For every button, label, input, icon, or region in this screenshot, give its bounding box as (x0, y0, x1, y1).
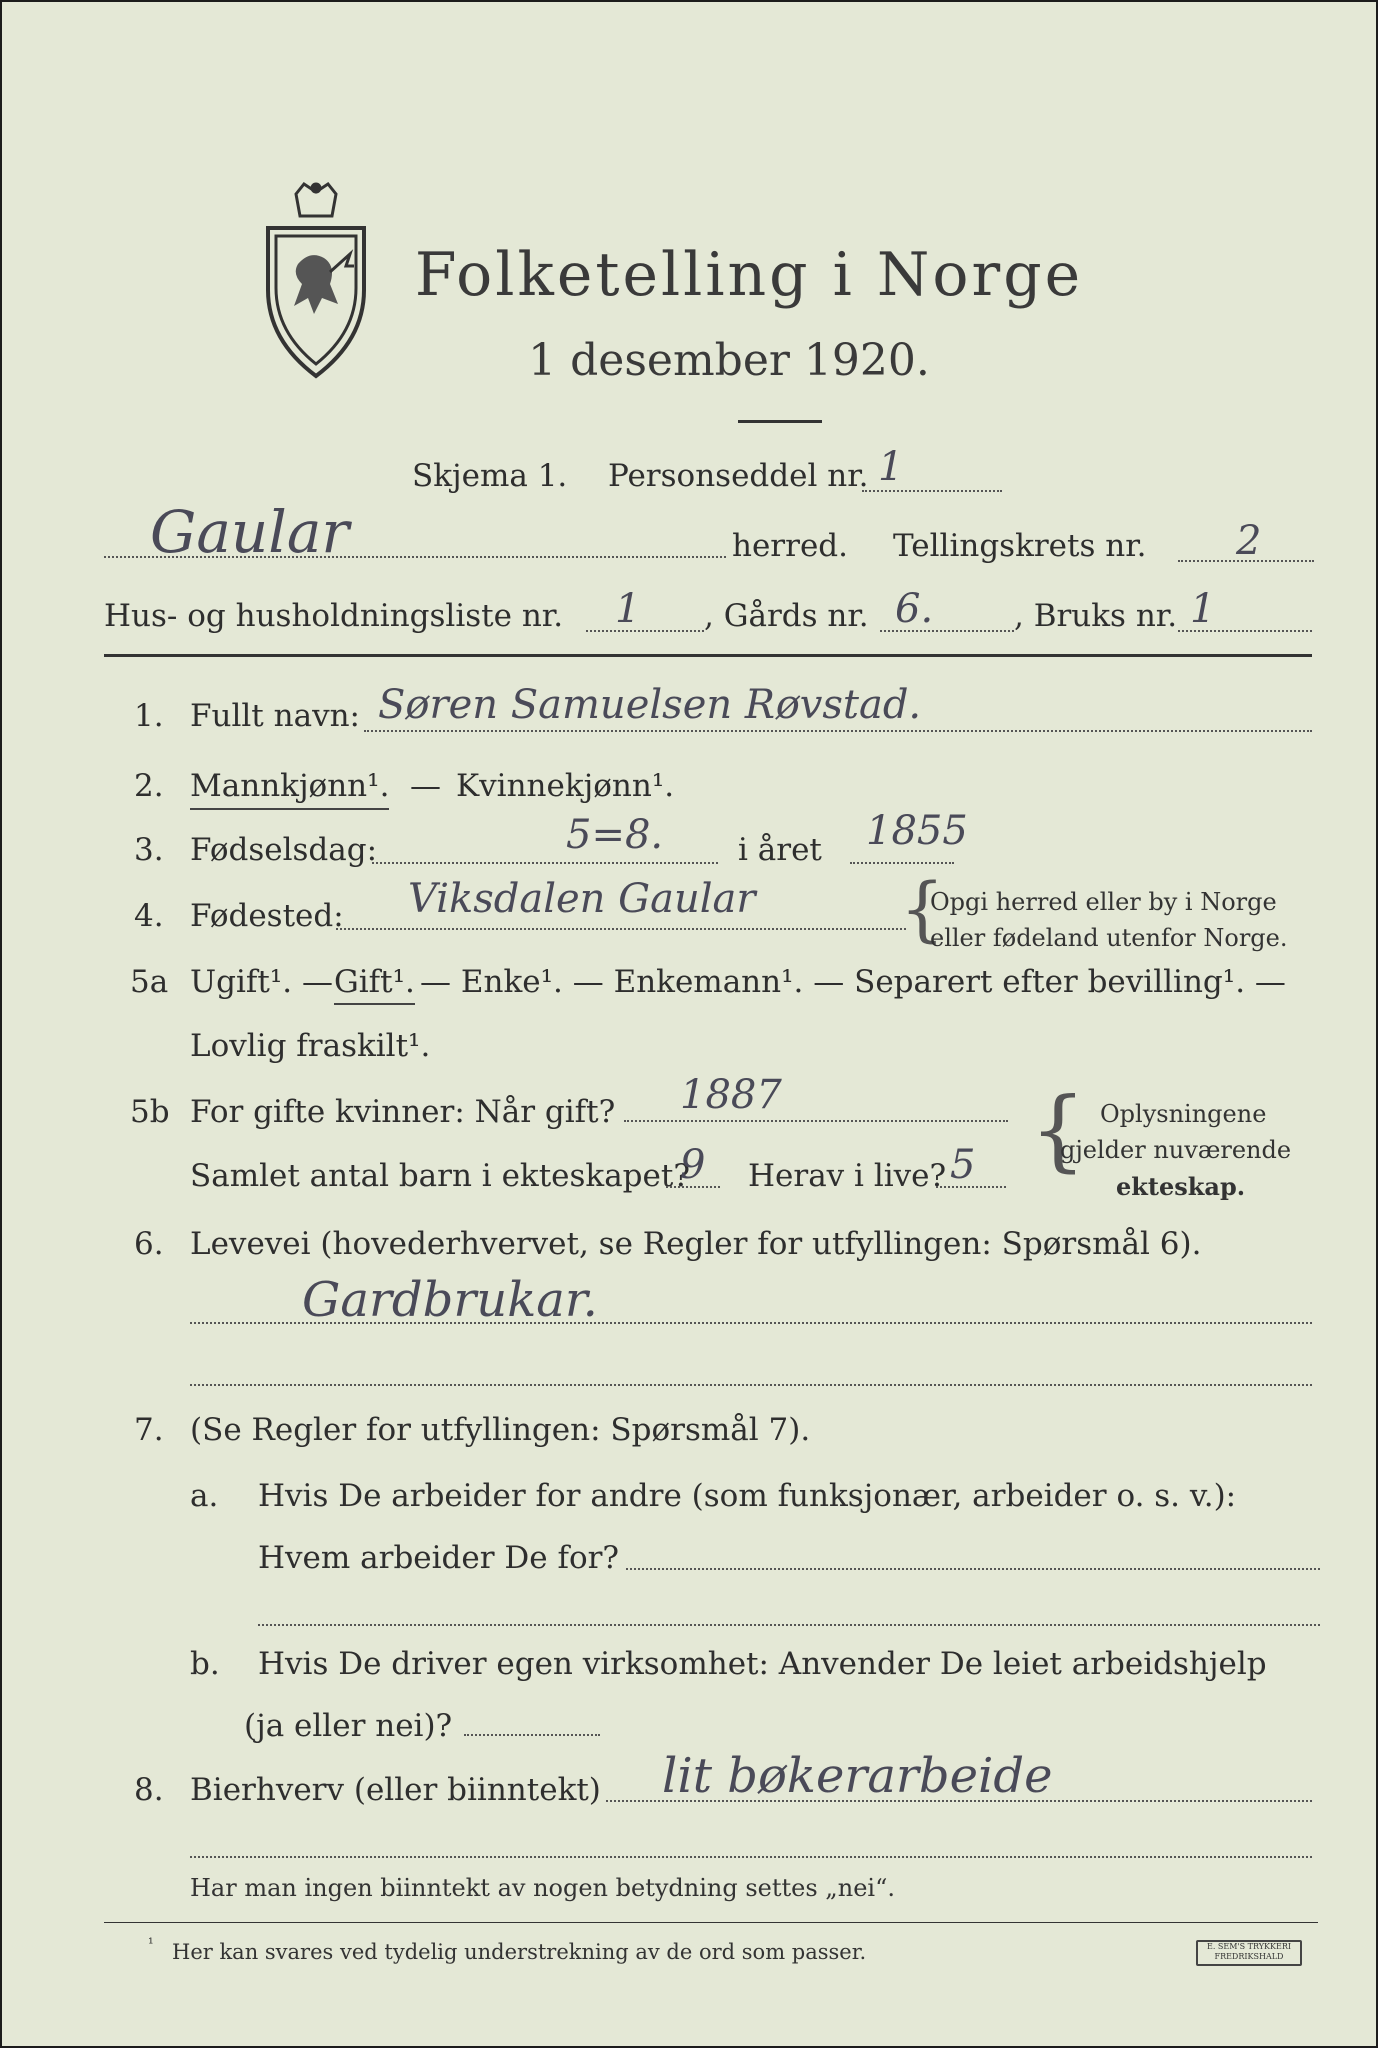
q4-brace: { (900, 868, 945, 950)
q5b-note-line1: Oplysningene (1100, 1100, 1267, 1128)
q7b-letter: b. (190, 1646, 220, 1682)
bruks-label: , Bruks nr. (1014, 598, 1178, 634)
title-divider (738, 420, 822, 423)
q4-number: 4. (134, 898, 164, 934)
q5b-line (624, 1120, 1008, 1122)
herred-label: herred. (732, 528, 848, 564)
alive-line (936, 1186, 1006, 1188)
q8-line1 (606, 1800, 1312, 1802)
printer-stamp: E. SEM'S TRYKKERI FREDRIKSHALD (1196, 1940, 1302, 1966)
divorced-option: Lovlig fraskilt¹. (190, 1028, 431, 1064)
q3-number: 3. (134, 832, 164, 868)
q5a-other-options: — Enke¹. — Enkemann¹. — Separert efter bevilling¹. — (420, 964, 1286, 1000)
q8-label: Bierhverv (eller biinntekt) (190, 1772, 601, 1808)
footnote-text: Her kan svares ved tydelig understrekning av de ord som passer. (172, 1940, 867, 1964)
tellingskrets-value: 2 (1236, 518, 1262, 564)
q3-day-line (372, 862, 718, 864)
q7a-letter: a. (190, 1478, 219, 1514)
skjema-label: Skjema 1. (412, 458, 568, 494)
female-option: Kvinnekjønn¹. (456, 768, 675, 804)
q1-number: 1. (134, 698, 164, 734)
herred-value: Gaular (150, 498, 350, 566)
q5b-note-line3: ekteskap. (1116, 1172, 1246, 1201)
side-income-value: lit bøkerarbeide (662, 1748, 1053, 1804)
footer-rule (104, 1922, 1318, 1923)
q7b-label-2: (ja eller nei)? (244, 1708, 453, 1744)
q7-number: 7. (134, 1412, 164, 1448)
hus-label: Hus- og husholdningsliste nr. (104, 598, 564, 634)
gards-line (880, 630, 1014, 632)
q7b-label: Hvis De driver egen virksomhet: Anvender De leiet arbeidshjelp (258, 1646, 1267, 1682)
children-label: Samlet antal barn i ekteskapet? (190, 1158, 690, 1194)
q7a-line1 (626, 1568, 1320, 1570)
q7a-label-2: Hvem arbeider De for? (258, 1540, 620, 1576)
q2-number: 2. (134, 768, 164, 804)
no-income-note: Har man ingen biinntekt av nogen betydning settes „nei“. (190, 1874, 895, 1902)
bruks-line (1178, 630, 1312, 632)
gards-value: 6. (895, 586, 934, 632)
children-value: 9 (680, 1142, 706, 1188)
personseddel-label: Personseddel nr. (608, 458, 869, 494)
bruks-value: 1 (1190, 586, 1216, 632)
q3-year-label: i året (738, 832, 822, 868)
q5b-label: For gifte kvinner: Når gift? (190, 1094, 616, 1130)
q2-separator: — (410, 768, 441, 804)
full-name-value: Søren Samuelsen Røvstad. (378, 682, 922, 728)
hus-value: 1 (615, 586, 641, 632)
tellingskrets-line (1178, 560, 1314, 562)
q3-year-line (850, 862, 954, 864)
tellingskrets-label: Tellingskrets nr. (893, 528, 1147, 564)
hus-line (586, 630, 704, 632)
q8-number: 8. (134, 1772, 164, 1808)
q6-label: Levevei (hovederhvervet, se Regler for utfyllingen: Spørsmål 6). (190, 1226, 1202, 1262)
marriage-year-value: 1887 (680, 1072, 782, 1118)
q5b-number: 5b (130, 1094, 170, 1130)
q7a-line2 (258, 1624, 1320, 1626)
footnote-mark: ¹ (148, 1936, 154, 1952)
q6-line2 (190, 1384, 1312, 1386)
unmarried-option: Ugift¹. — (190, 964, 333, 1000)
q7a-label: Hvis De arbeider for andre (som funksjonær, arbeider o. s. v.): (258, 1478, 1237, 1514)
q4-line (336, 928, 906, 930)
married-option: Gift¹. (334, 964, 415, 1005)
occupation-value: Gardbrukar. (302, 1272, 598, 1328)
q7b-line (464, 1734, 600, 1736)
q5a-number: 5a (130, 964, 169, 1000)
alive-label: Herav i live? (748, 1158, 947, 1194)
q3-label: Fødselsdag: (190, 832, 378, 868)
birthplace-value: Viksdalen Gaular (408, 876, 756, 922)
form-title: Folketelling i Norge (414, 240, 1084, 310)
alive-value: 5 (950, 1142, 976, 1188)
children-line (666, 1186, 720, 1188)
personseddel-line (862, 490, 1002, 492)
herred-line (104, 556, 726, 558)
birth-year-value: 1855 (866, 808, 968, 854)
q1-label: Fullt navn: (190, 698, 360, 734)
q6-line1 (190, 1322, 1312, 1324)
personseddel-value: 1 (878, 444, 904, 490)
q6-number: 6. (134, 1226, 164, 1262)
q7-label: (Se Regler for utfyllingen: Spørsmål 7). (190, 1412, 811, 1448)
q4-note-line2: eller fødeland utenfor Norge. (930, 924, 1288, 952)
q8-line2 (190, 1856, 1312, 1858)
q1-line (364, 730, 1312, 732)
form-subtitle: 1 desember 1920. (528, 335, 930, 386)
header-rule (104, 654, 1312, 657)
q4-note-line1: Opgi herred eller by i Norge (930, 888, 1277, 916)
q5b-note-line2: gjelder nuværende (1060, 1136, 1292, 1164)
gards-label: , Gårds nr. (704, 598, 869, 634)
q5b-brace: { (1030, 1078, 1086, 1181)
male-option: Mannkjønn¹. (190, 768, 389, 810)
q4-label: Fødested: (190, 898, 344, 934)
birth-day-value: 5=8. (566, 812, 664, 858)
